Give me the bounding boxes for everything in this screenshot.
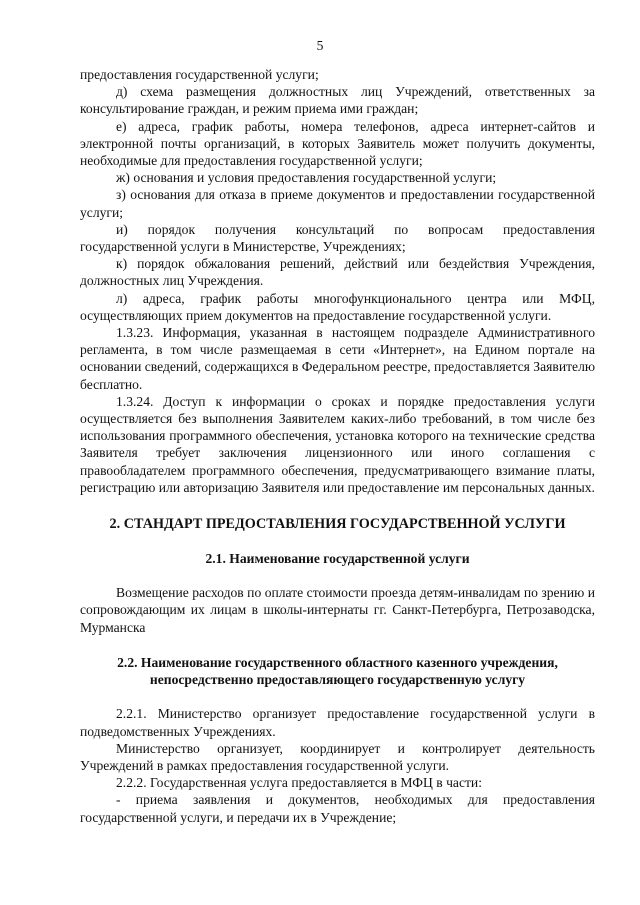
list-item-dash: - приема заявления и документов, необходимых для предоставления государственной услуги, и передачи их в Учреждение; [80, 792, 595, 825]
list-item-k: к) порядок обжалования решений, действий или бездействия Учреждения, должностных лиц Учреждения. [80, 256, 595, 289]
paragraph: Министерство организует, координирует и контролирует деятельность Учреждений в рамках предоставления государственной услуги. [80, 740, 595, 773]
list-item-d: д) схема размещения должностных лиц Учреждений, ответственных за консультирование граждан, и режим приема ими граждан; [80, 84, 595, 117]
section-2-heading: 2. СТАНДАРТ ПРЕДОСТАВЛЕНИЯ ГОСУДАРСТВЕННОЙ УСЛУГИ [109, 516, 566, 533]
paragraph: предоставления государственной услуги; [80, 67, 319, 82]
clause-1-3-23: 1.3.23. Информация, указанная в настоящем подразделе Административного регламента, в том числе размещаемая в сети «Интернет», на Едином портале на основании сведений, содержащихся в Федеральном реестре, предоставляется Заявителю бесплатно. [80, 325, 596, 392]
subsection-2-2-heading: 2.2. Наименование государственного областного казенного учреждения, непосредственно предоставляющего государственную услугу [117, 654, 558, 688]
list-item-e: е) адреса, график работы, номера телефонов, адреса интернет-сайтов и электронной почты организаций, в которых Заявитель может получить документы, необходимые для предоставления государственной услуги; [80, 118, 595, 169]
list-item-zh: ж) основания и условия предоставления государственной услуги; [116, 170, 497, 186]
list-item-i: и) порядок получения консультаций по вопросам предоставления государственной услуги в Министерстве, Учреждениях; [80, 221, 595, 255]
clause-1-3-24: 1.3.24. Доступ к информации о сроках и порядке предоставления услуги осуществляется без выполнения Заявителем каких-либо требований, в том числе без использования программного обеспечения, установка которого на технические средства Заявителя требует заключения лицензионного или иного соглашения с правообладателем программного обеспечения, предусматривающего взимание платы, регистрацию или авторизацию Заявителя или предоставление им персональных данных. [80, 393, 595, 495]
list-item-l: л) адреса, график работы многофункционального центра или МФЦ, осуществляющих прием документов на предоставление государственной услуги. [80, 290, 595, 323]
page-content [80, 66, 595, 826]
list-item-z: з) основания для отказа в приеме документов и предоставлении государственной услуги; [80, 187, 595, 220]
service-name: Возмещение расходов по оплате стоимости проезда детям-инвалидам по зрению и сопровождающим их лицам в школы-интернаты гг. Санкт-Петербурга, Петрозаводска, Мурманска [80, 585, 595, 635]
clause-2-2-1: 2.2.1. Министерство организует предоставление государственной услуги в подведомственных Учреждениях. [80, 706, 595, 739]
clause-2-2-2: 2.2.2. Государственная услуга предоставляется в МФЦ в части: [116, 775, 482, 791]
page-number: 5 [316, 38, 324, 53]
subsection-2-1-heading: 2.1. Наименование государственной услуги [205, 551, 470, 567]
